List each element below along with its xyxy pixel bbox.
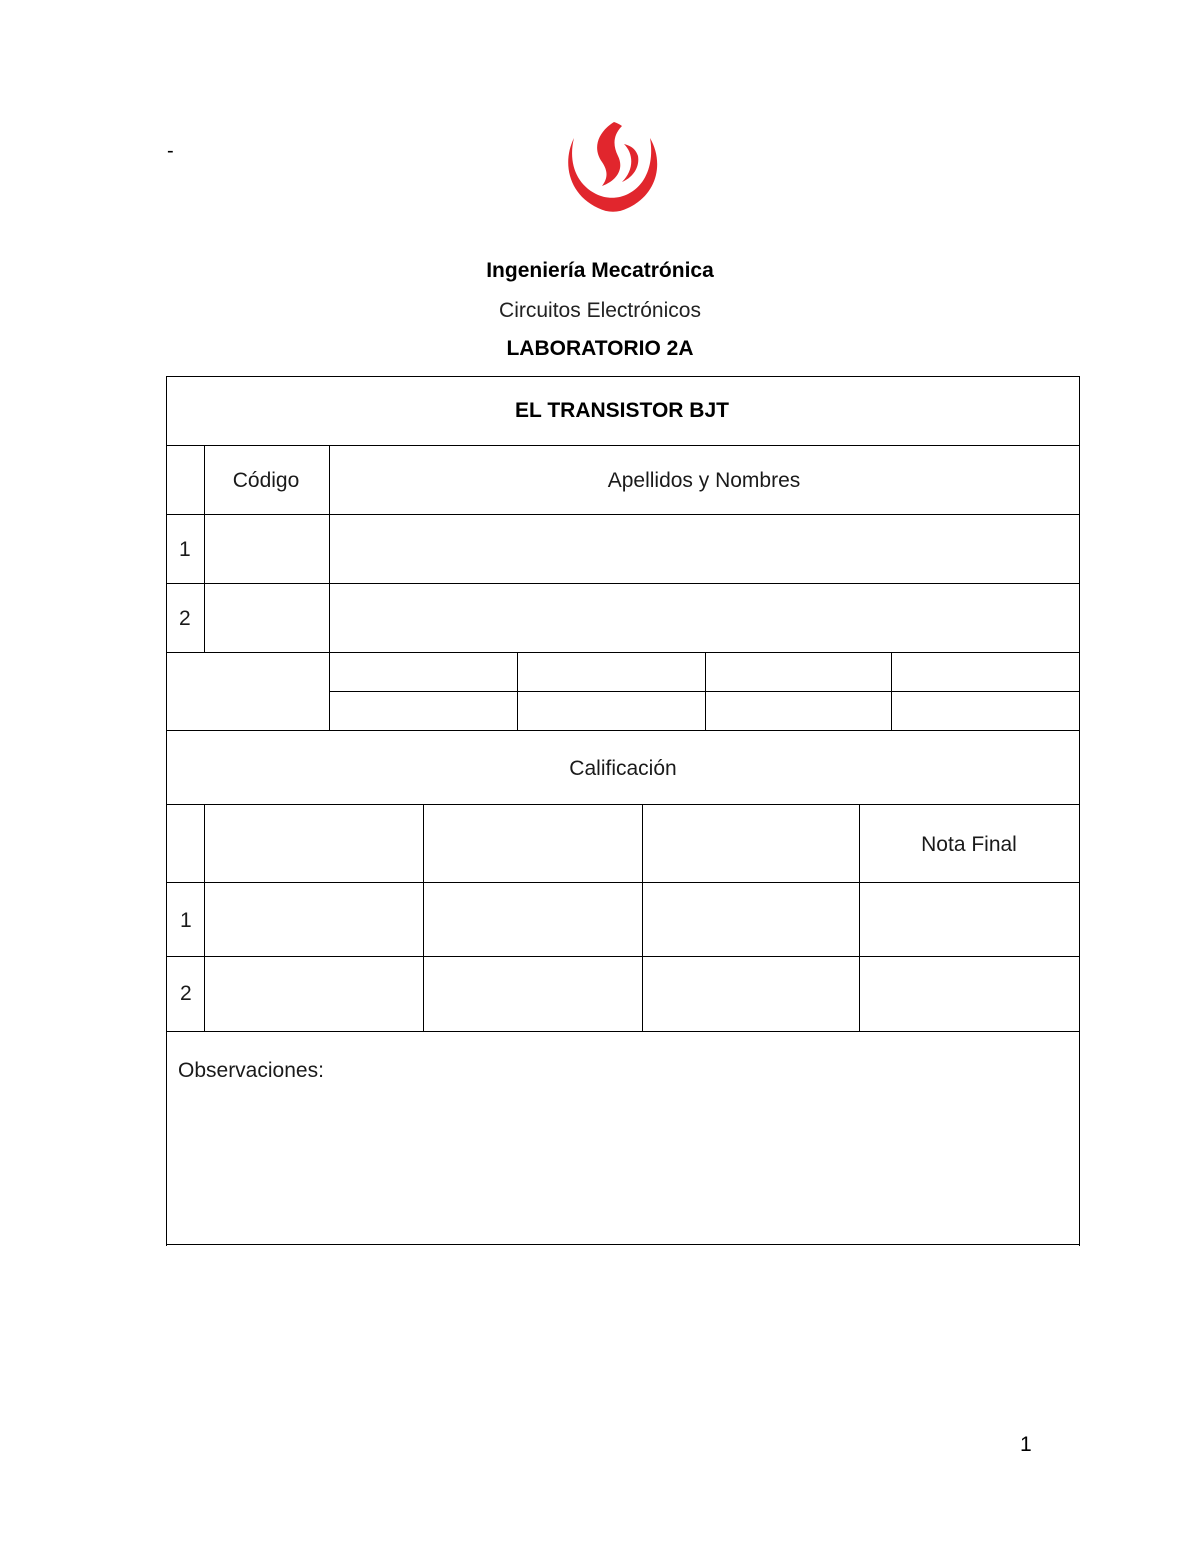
row-divider xyxy=(166,1031,1080,1032)
logo-flame-inner xyxy=(622,144,638,182)
grading-title: Calificación xyxy=(569,757,677,780)
frame-bottom xyxy=(166,1244,1080,1245)
grade-field[interactable] xyxy=(425,958,641,1030)
nota-final-field[interactable] xyxy=(861,884,1078,956)
student-row-index: 2 xyxy=(179,607,191,630)
row-divider xyxy=(166,652,1080,653)
grid-column-divider xyxy=(891,652,892,731)
nota-final-field[interactable] xyxy=(861,958,1078,1030)
frame-right xyxy=(1079,376,1080,1246)
grade-field[interactable] xyxy=(425,884,641,956)
logo-flame xyxy=(597,122,622,186)
page-number: 1 xyxy=(1020,1433,1032,1456)
grade-field[interactable] xyxy=(644,884,858,956)
observations-field[interactable] xyxy=(168,1088,1078,1242)
frame-top xyxy=(166,376,1080,377)
lab-title: LABORATORIO 2A xyxy=(506,337,694,360)
nombres-header: Apellidos y Nombres xyxy=(607,469,801,492)
grade-field[interactable] xyxy=(206,884,422,956)
grid-column-divider xyxy=(705,652,706,731)
codigo-field[interactable] xyxy=(206,585,328,651)
nombres-field[interactable] xyxy=(331,516,1078,582)
upc-flame-logo xyxy=(562,120,662,214)
grid-column-divider xyxy=(517,652,518,731)
lab-cover-form xyxy=(166,376,1080,1246)
nota-final-header: Nota Final xyxy=(921,833,1017,856)
codigo-header: Código xyxy=(232,469,300,492)
dash-mark: - xyxy=(167,140,174,162)
grade-field[interactable] xyxy=(644,958,858,1030)
grading-row-index: 2 xyxy=(180,982,192,1005)
nombres-field[interactable] xyxy=(331,585,1078,651)
grade-field[interactable] xyxy=(206,958,422,1030)
row-divider xyxy=(166,445,1080,446)
row-divider xyxy=(166,804,1080,805)
grading-row-index: 1 xyxy=(180,909,192,932)
codigo-field[interactable] xyxy=(206,516,328,582)
faculty-title: Ingeniería Mecatrónica xyxy=(486,259,714,282)
course-title: Circuitos Electrónicos xyxy=(499,299,701,322)
observations-label: Observaciones: xyxy=(178,1059,324,1082)
row-divider xyxy=(166,730,1080,731)
student-row-index: 1 xyxy=(179,538,191,561)
form-title: EL TRANSISTOR BJT xyxy=(515,399,729,422)
